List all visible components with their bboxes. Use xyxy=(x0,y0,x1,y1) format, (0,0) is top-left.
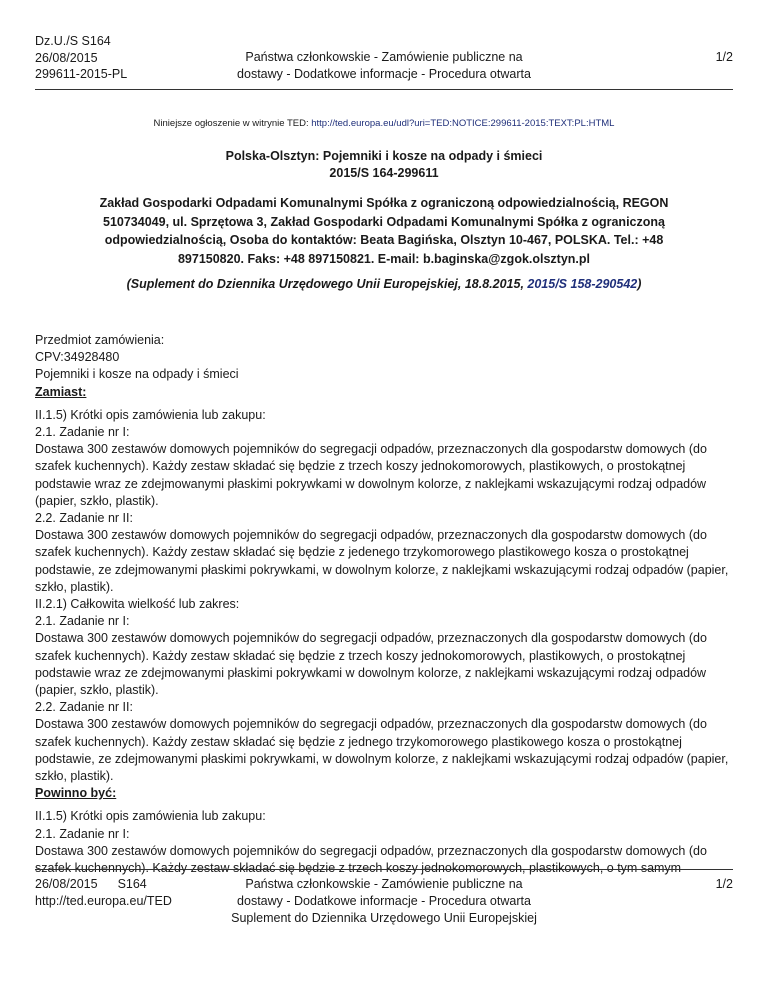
paragraph: 2.1. Zadanie nr I: xyxy=(35,826,130,841)
header-page-number: 1/2 xyxy=(715,50,733,64)
paragraph: 2.1. Zadanie nr I: xyxy=(35,614,130,629)
footer-page-number: 1/2 xyxy=(715,877,733,891)
subject-line: CPV:34928480 xyxy=(35,350,120,365)
paragraph: Dostawa 300 zestawów domowych pojemników do segregacji odpadów, przeznaczonych dla gospodarstw domowych (do szafek kuchennych). Każdy zestaw składać się będzie z trzech koszy jednokomorowych, plastikowych, o prostokątnej podstawie wraz ze zdejmowanymi płaskimi pokrywkami w dowolnym kolorze, z naklejkami wskazującymi rodzaj odpadów (papier, szkło, plastik). xyxy=(35,631,707,698)
footer-divider xyxy=(35,869,733,870)
paragraph: Dostawa 300 zestawów domowych pojemników do segregacji odpadów, przeznaczonych dla gospodarstw domowych (do szafek kuchennych). Każdy zestaw składać się będzie z jednego trzykomorowego plastikowego kosza o prostokątnej podstawie, ze zdejmowanymi płaskimi pokrywkami, w dowolnym kolorze, z naklejkami wskazującymi rodzaj odpadów (papier, szkło, plastik). xyxy=(35,717,729,784)
instead-label: Zamiast: xyxy=(35,384,87,399)
paragraph: 2.2. Zadanie nr II: xyxy=(35,700,133,715)
title-number: 2015/S 164-299611 xyxy=(329,166,439,180)
paragraph: II.1.5) Krótki opis zamówienia lub zakupu: xyxy=(35,809,266,824)
title-subject: Polska-Olsztyn: Pojemniki i kosze na odpady i śmieci xyxy=(225,149,543,163)
paragraph: Dostawa 300 zestawów domowych pojemników do segregacji odpadów, przeznaczonych dla gospodarstw domowych (do szafek kuchennych). Każdy zestaw składać się będzie z jedenego trzykomorowego plastikowego kosza o prostokątnej podstawie, ze zdejmowanymi płaskimi pokrywkami, w dowolnym kolorze, z naklejkami wskazującymi rodzaj odpadów (papier, szkło, plastik). xyxy=(35,528,729,594)
subject-line: Pojemniki i kosze na odpady i śmieci xyxy=(35,367,239,382)
contracting-authority: Zakład Gospodarki Odpadami Komunalnymi Spółka z ograniczoną odpowiedzialnością, REGON 510734049, ul. Sprzętowa 3, Zakład Gospodarki Odpadami Komunalnymi Spółka z ograniczoną odpowiedzialnością, Osoba do kontaktów: Beata Bagińska, Olsztyn 10-467, POLSKA. Tel.: +48 897150820. Faks: +48 897150821. E-mail: b.baginska@zgok.olsztyn.pl xyxy=(99,196,669,266)
header-category-line: dostawy - Dodatkowe informacje - Procedura otwarta xyxy=(237,66,531,81)
header-category xyxy=(35,49,733,82)
header-category-line: Państwa członkowskie - Zamówienie publiczne na xyxy=(245,50,523,64)
paragraph: Dostawa 300 zestawów domowych pojemników do segregacji odpadów, przeznaczonych dla gospodarstw domowych (do szafek kuchennych). Każdy zestaw składać się będzie z trzech koszy jednokomorowych, plastikowych, o tym samym xyxy=(35,843,707,876)
footer-url: http://ted.europa.eu/TED xyxy=(35,894,172,908)
ted-notice-link[interactable]: http://ted.europa.eu/udl?uri=TED:NOTICE:299611-2015:TEXT:PL:HTML xyxy=(311,118,615,129)
supplement-prefix: (Suplement do Dziennika Urzędowego Unii Europejskiej, 18.8.2015, xyxy=(126,277,528,291)
footer-issue: S164 xyxy=(117,877,147,891)
subject-line: Przedmiot zamówienia: xyxy=(35,333,165,347)
paragraph: 2.2. Zadanie nr II: xyxy=(35,511,133,526)
header-divider xyxy=(35,89,733,90)
footer-category xyxy=(35,876,733,927)
paragraph: Dostawa 300 zestawów domowych pojemników do segregacji odpadów, przeznaczonych dla gospodarstw domowych (do szafek kuchennych). Każdy zestaw składać się będzie z trzech koszy jednokomorowych, plastikowych, o prostokątnej podstawie wraz ze zdejmowanymi płaskimi pokrywkami w dowolnym kolorze, z naklejkami wskazującymi rodzaj odpadów (papier, szkło, plastik). xyxy=(35,442,707,508)
footer-category-line: Suplement do Dziennika Urzędowego Unii Europejskiej xyxy=(231,911,537,925)
supplement-suffix: ) xyxy=(637,277,642,291)
paragraph: II.2.1) Całkowita wielkość lub zakres: xyxy=(35,597,240,612)
supplement-reference xyxy=(0,277,768,291)
paragraph: II.1.5) Krótki opis zamówienia lub zakupu: xyxy=(35,407,266,422)
footer-category-line: dostawy - Dodatkowe informacje - Procedura otwarta xyxy=(237,894,531,908)
footer-date: 26/08/2015 xyxy=(35,877,98,891)
header-notice-id: 299611-2015-PL xyxy=(35,67,128,81)
page-header xyxy=(35,33,733,83)
paragraph: 2.1. Zadanie nr I: xyxy=(35,425,130,440)
document-body xyxy=(35,332,735,877)
document-title xyxy=(0,148,768,182)
header-journal-ref: Dz.U./S S164 xyxy=(35,34,111,48)
should-be-label: Powinno być: xyxy=(35,786,117,801)
supplement-link[interactable]: 2015/S 158-290542 xyxy=(527,277,638,291)
ted-notice-text: Niniejsze ogłoszenie w witrynie TED: xyxy=(153,118,312,129)
ted-notice xyxy=(0,118,768,129)
header-date: 26/08/2015 xyxy=(35,50,98,65)
footer-category-line: Państwa członkowskie - Zamówienie publiczne na xyxy=(245,877,523,891)
